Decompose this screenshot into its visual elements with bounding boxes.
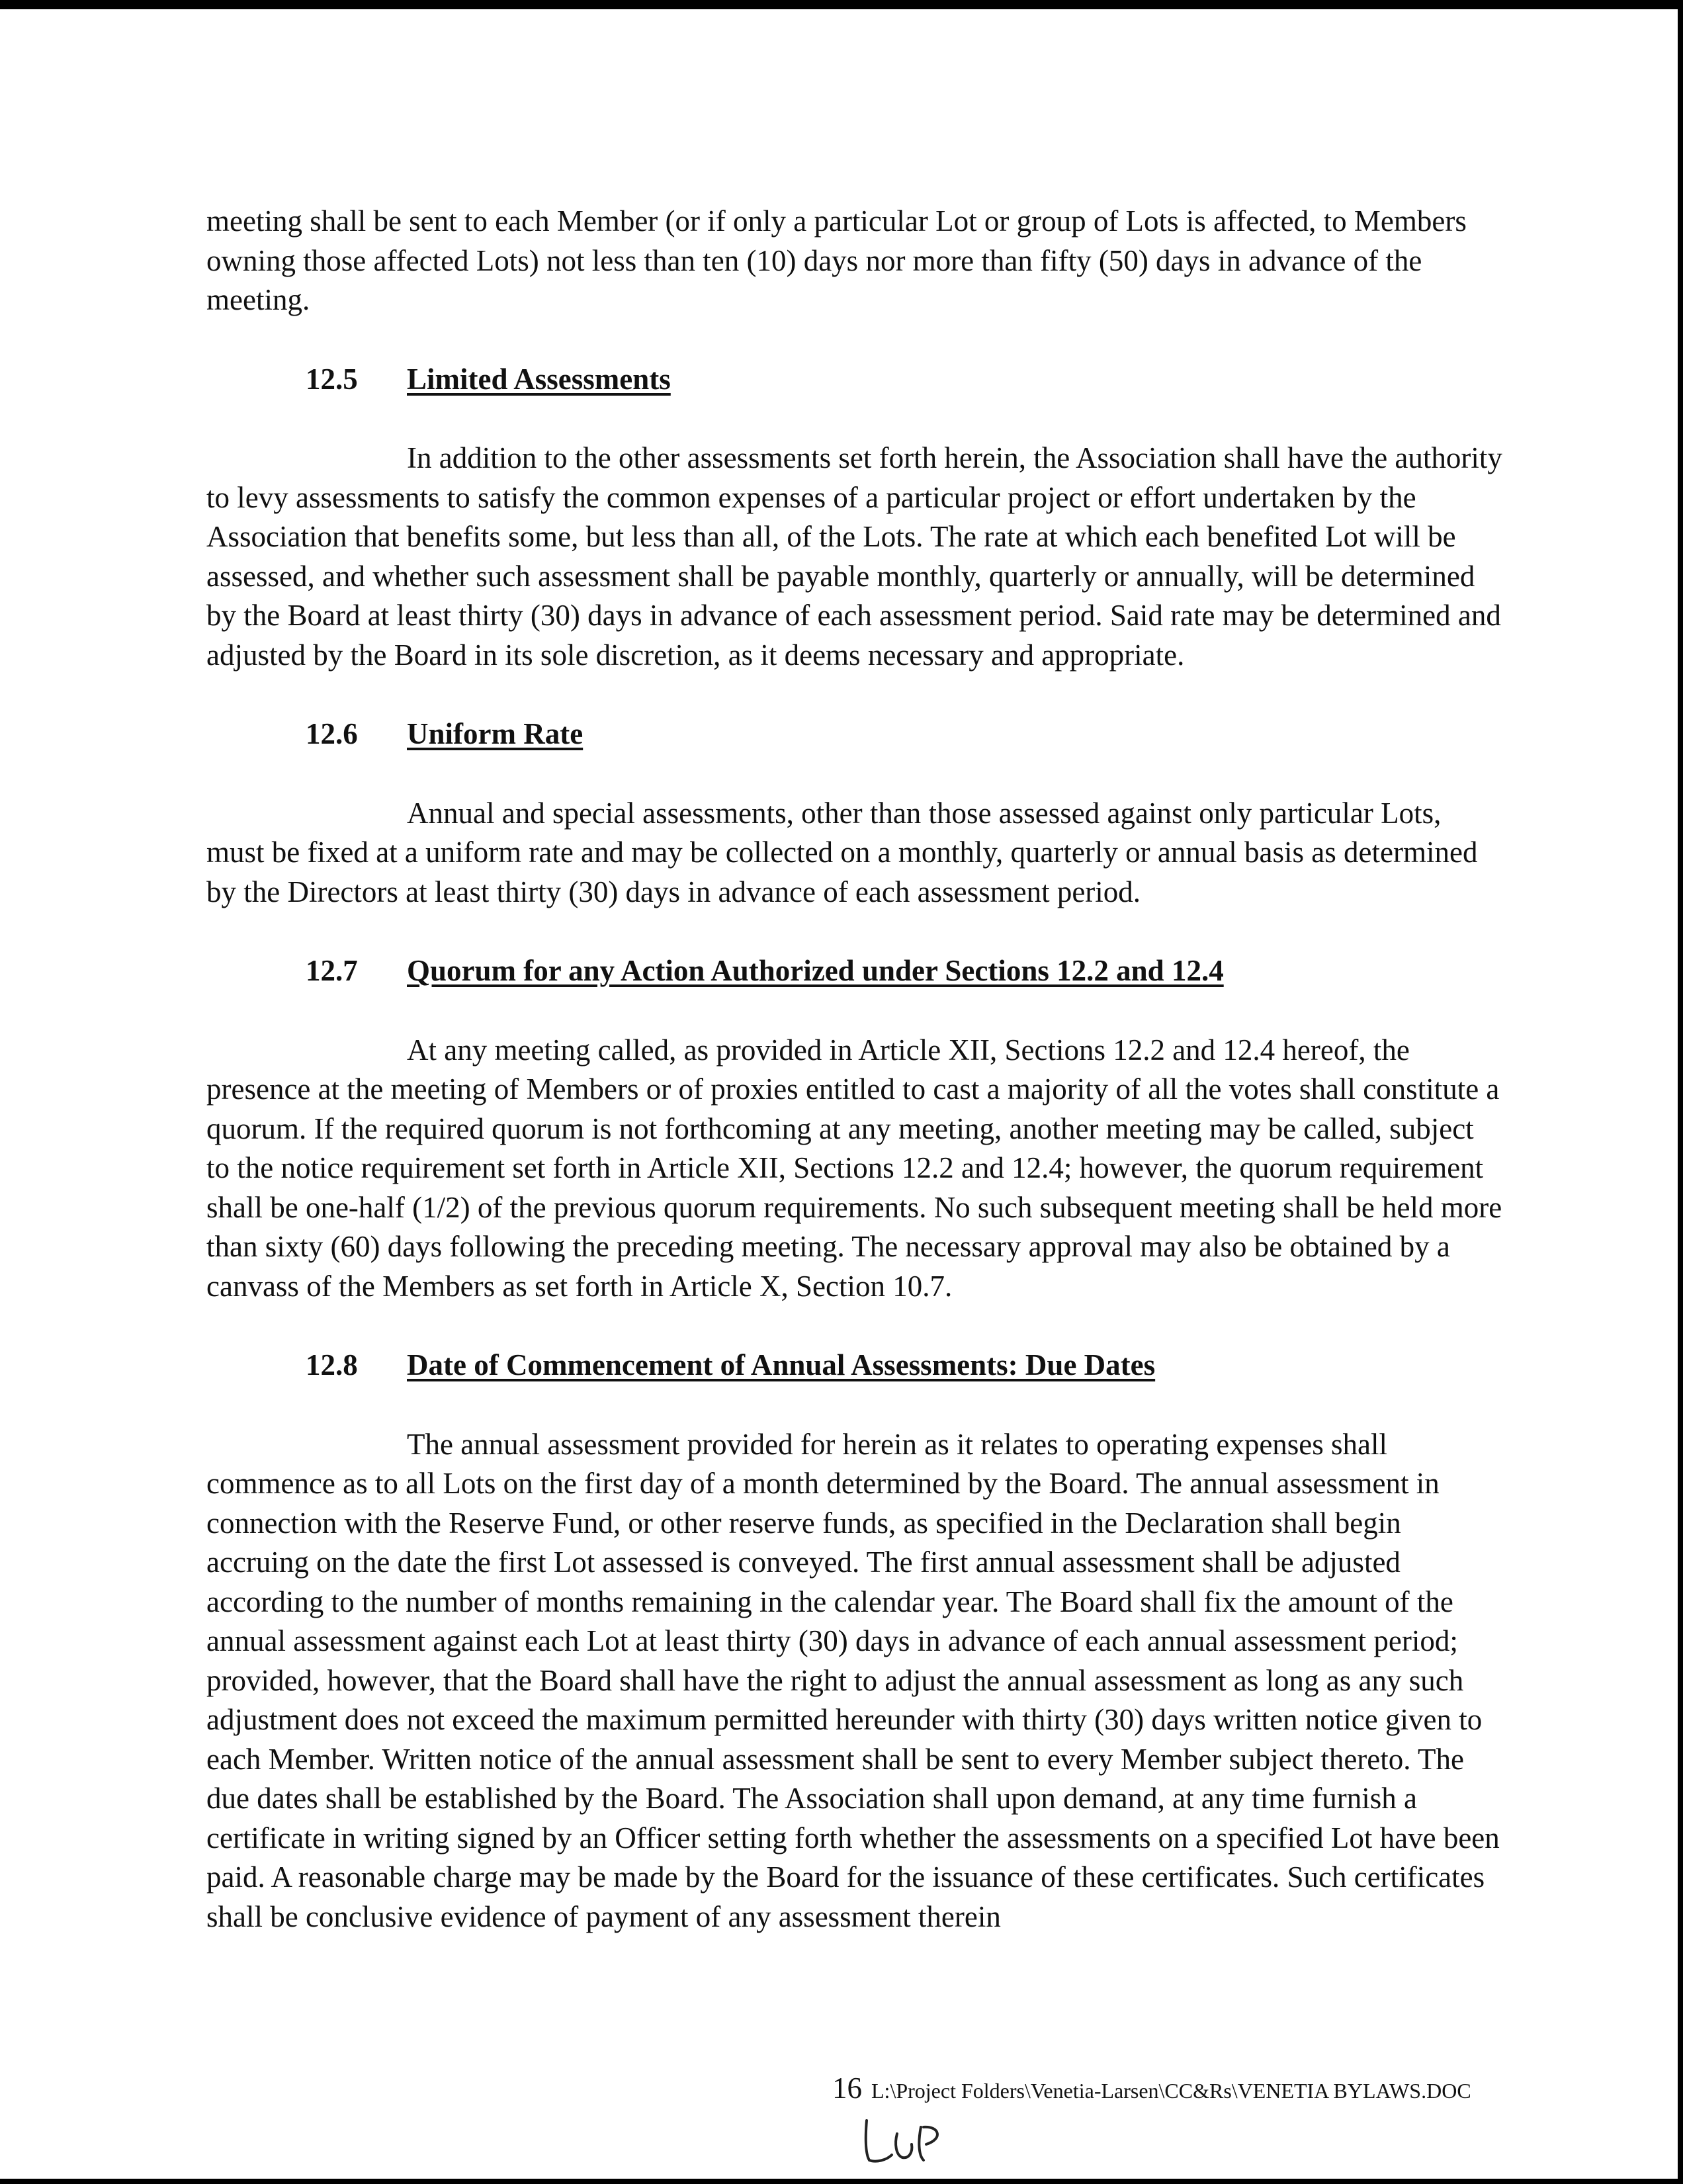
section-body-12-8: The annual assessment provided for herein as it relates to operating expenses shall commence as to all Lots on the first day of a month determined by the Board. The annual assessment in connection with the Reserve Fund, or other reserve funds, as specified in the Declaration shall begin accruing on the date the first Lot assessed is conveyed. The first annual assessment shall be adjusted according to the number of months remaining in the calendar year. The Board shall fix the amount of the annual assessment against each Lot at least thirty (30) days in advance of each annual assessment period; provided, however, that the Board shall have the right to adjust the annual assessment as long as any such adjustment does not exceed the maximum permitted hereunder with thirty (30) days written notice given to each Member. Written notice of the annual assessment shall be sent to every Member subject thereto. The due dates shall be established by the Board. The Association shall upon demand, at any time furnish a certificate in writing signed by an Officer setting forth whether the assessments on a specified Lot have been paid. A reasonable charge may be made by the Board for the issuance of these certificates. Such certificates shall be conclusive evidence of payment of any assessment therein	[206, 1427, 1500, 1933]
section-heading-12-6	[206, 715, 1503, 754]
section-body-12-5: In addition to the other assessments set forth herein, the Association shall have the authority to levy assessments to satisfy the common expenses of a particular project or effort undertaken by the Association that benefits some, but less than all, of the Lots. The rate at which each benefited Lot will be assessed, and whether such assessment shall be payable monthly, quarterly or annually, will be determined by the Board at least thirty (30) days in advance of each assessment period. Said rate may be determined and adjusted by the Board in its sole discretion, as it deems necessary and appropriate.	[206, 441, 1502, 672]
scan-border-top	[0, 0, 1683, 9]
scan-border-bottom	[0, 2179, 1683, 2184]
section-title: Uniform Rate	[407, 717, 583, 750]
section-title: Limited Assessments	[407, 362, 671, 396]
section-number: 12.8	[306, 1348, 358, 1381]
section-number: 12.7	[306, 954, 358, 987]
section-heading-12-5	[206, 360, 1503, 400]
section-body-12-7: At any meeting called, as provided in Article XII, Sections 12.2 and 12.4 hereof, the presence at the meeting of Members or of proxies entitled to cast a majority of all the votes shall constitute a quorum. If the required quorum is not forthcoming at any meeting, another meeting may be called, subject to the notice requirement set forth in Article XII, Sections 12.2 and 12.4; however, the quorum requirement shall be one-half (1/2) of the previous quorum requirements. No such subsequent meeting shall be held more than sixty (60) days following the preceding meeting. The necessary approval may also be obtained by a canvass of the Members as set forth in Article X, Section 10.7.	[206, 1033, 1502, 1303]
section-heading-12-8	[206, 1346, 1503, 1385]
section-body-12-6: Annual and special assessments, other than those assessed against only particular Lots, must be fixed at a uniform rate and may be collected on a monthly, quarterly or annual basis as determined by the Directors at least thirty (30) days in advance of each assessment period.	[206, 796, 1478, 908]
section-title: Quorum for any Action Authorized under Sections 12.2 and 12.4	[407, 954, 1224, 987]
page-footer	[832, 2071, 1471, 2105]
opening-paragraph: meeting shall be sent to each Member (or if only a particular Lot or group of Lots is affected, to Members owning those affected Lots) not less than ten (10) days nor more than fifty (50) days in advance of the meeting.	[206, 204, 1467, 316]
section-heading-12-7	[206, 951, 1503, 991]
section-title: Date of Commencement of Annual Assessments: Due Dates	[407, 1348, 1156, 1381]
page-number: 16	[832, 2072, 862, 2105]
document-page	[206, 202, 1503, 1937]
section-number: 12.6	[306, 717, 358, 750]
handwritten-initials	[860, 2114, 953, 2167]
file-path: L:\Project Folders\Venetia-Larsen\CC&Rs\VENETIA BYLAWS.DOC	[871, 2079, 1471, 2103]
section-number: 12.5	[306, 362, 358, 396]
scan-border-right	[1678, 0, 1683, 2184]
